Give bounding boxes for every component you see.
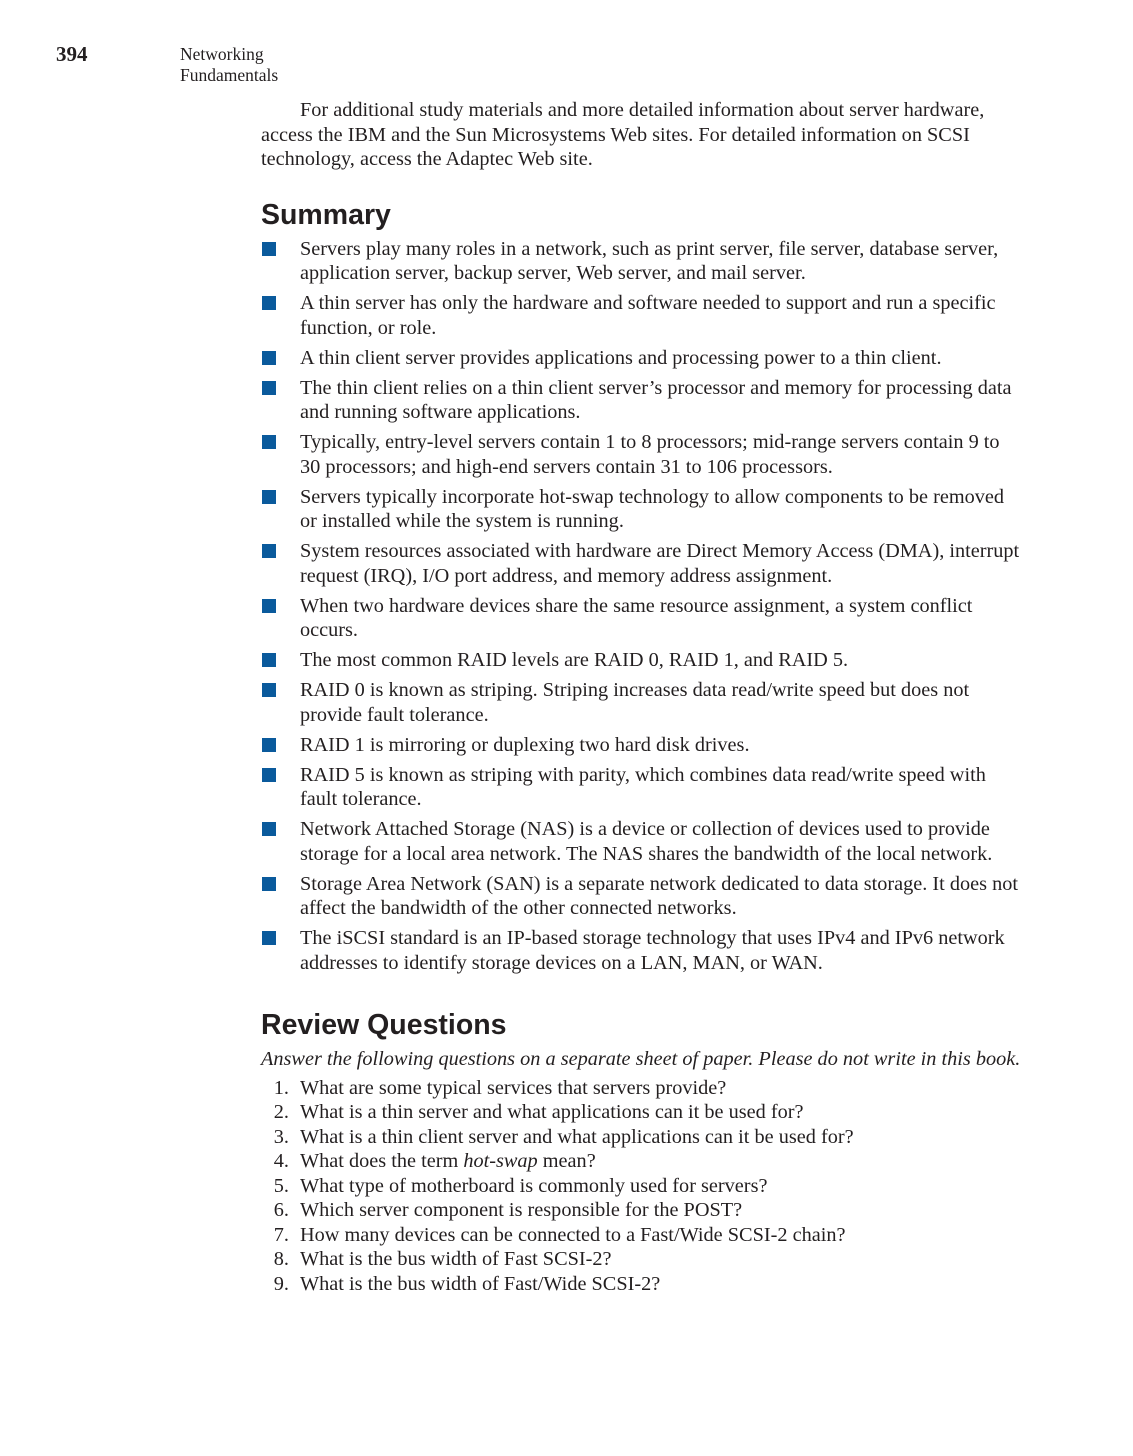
summary-list (261, 237, 1021, 976)
summary-item-text: Network Attached Storage (NAS) is a device or collection of devices used to provide storage for a local area network. The NAS shares the bandwidth of the local network. (300, 818, 993, 865)
summary-item-text: Servers play many roles in a network, such as print server, file server, database server, application server, backup server, Web server, and mail server. (300, 237, 999, 284)
summary-item (261, 539, 1021, 588)
summary-heading: Summary (261, 198, 391, 231)
question-number: 5. (273, 1174, 289, 1197)
summary-item-text: Storage Area Network (SAN) is a separate network dedicated to data storage. It does not affect the bandwidth of the other connected networks. (300, 872, 1019, 919)
page-body (261, 98, 1021, 1296)
square-bullet-icon (262, 490, 276, 504)
square-bullet-icon (262, 931, 276, 945)
summary-item-text: The thin client relies on a thin client server’s processor and memory for processing data and running software applications. (300, 376, 1012, 423)
summary-item-text: The most common RAID levels are RAID 0, RAID 1, and RAID 5. (300, 649, 849, 671)
question-number: 6. (273, 1199, 289, 1221)
summary-item-text: The iSCSI standard is an IP-based storage technology that uses IPv4 and IPv6 network addresses to identify storage devices on a LAN, MAN, or WAN. (300, 927, 1005, 974)
question-text: What type of motherboard is commonly used for servers? (300, 1174, 768, 1197)
summary-item-text: System resources associated with hardware are Direct Memory Access (DMA), interrupt request (IRQ), I/O port address, and memory address assignment. (300, 540, 1020, 587)
square-bullet-icon (262, 877, 276, 891)
question-number: 3. (273, 1125, 289, 1148)
summary-item-text: RAID 1 is mirroring or duplexing two hard disk drives. (300, 733, 750, 756)
summary-item-text: RAID 5 is known as striping with parity, which combines data read/write speed with fault tolerance. (300, 763, 986, 810)
summary-item (261, 291, 1021, 340)
summary-item-text: A thin server has only the hardware and software needed to support and run a specific function, or role. (300, 292, 996, 339)
summary-item (261, 872, 1021, 921)
running-title: Networking Fundamentals (180, 44, 279, 85)
square-bullet-icon (262, 296, 276, 310)
summary-item (261, 594, 1021, 643)
page-header (56, 42, 279, 85)
question-number: 2. (273, 1101, 289, 1123)
summary-item (261, 237, 1021, 286)
square-bullet-icon (262, 683, 276, 697)
summary-item (261, 926, 1021, 975)
summary-item (261, 648, 1021, 673)
review-question (261, 1076, 1021, 1101)
summary-item (261, 733, 1021, 758)
review-question (261, 1247, 1021, 1272)
question-text: Which server component is responsible for the POST? (300, 1199, 743, 1221)
question-text: What is a thin server and what applications can it be used for? (300, 1101, 804, 1123)
page-number: 394 (56, 42, 88, 66)
review-question-list (261, 1076, 1021, 1297)
square-bullet-icon (262, 738, 276, 752)
square-bullet-icon (262, 381, 276, 395)
summary-item-text: Servers typically incorporate hot-swap technology to allow components to be removed or installed while the system is running. (300, 485, 1005, 532)
square-bullet-icon (262, 768, 276, 782)
question-number: 8. (273, 1248, 289, 1270)
question-number: 9. (273, 1272, 289, 1295)
question-text-end: mean? (537, 1150, 596, 1172)
summary-item-text: When two hardware devices share the same resource assignment, a system conflict occurs. (300, 594, 973, 641)
summary-item (261, 430, 1021, 479)
square-bullet-icon (262, 242, 276, 256)
question-text: What is the bus width of Fast/Wide SCSI-2? (300, 1272, 661, 1295)
review-heading: Review Questions (261, 1009, 507, 1041)
summary-item (261, 817, 1021, 866)
review-question (261, 1198, 1021, 1223)
question-number: 4. (273, 1150, 289, 1172)
review-question (261, 1174, 1021, 1199)
question-italic-term: hot-swap (463, 1150, 538, 1172)
summary-item (261, 346, 1021, 371)
review-question (261, 1149, 1021, 1174)
summary-item-text: A thin client server provides applications and processing power to a thin client. (300, 346, 942, 369)
question-number: 7. (273, 1223, 289, 1246)
summary-item (261, 678, 1021, 727)
question-text: What does the term (300, 1150, 464, 1172)
intro-paragraph: For additional study materials and more detailed information about server hardware, access the IBM and the Sun Microsystems Web sites. For detailed information on SCSI technology, access the Adaptec Web site. (261, 99, 985, 170)
square-bullet-icon (262, 435, 276, 449)
question-text: What are some typical services that servers provide? (300, 1076, 727, 1099)
square-bullet-icon (262, 653, 276, 667)
review-question (261, 1223, 1021, 1248)
review-question (261, 1272, 1021, 1297)
question-text: What is a thin client server and what applications can it be used for? (300, 1125, 854, 1148)
summary-item (261, 763, 1021, 812)
square-bullet-icon (262, 351, 276, 365)
question-text: How many devices can be connected to a Fast/Wide SCSI-2 chain? (300, 1223, 846, 1246)
review-question (261, 1100, 1021, 1125)
summary-item (261, 485, 1021, 534)
review-instructions: Answer the following questions on a separate sheet of paper. Please do not write in this book. (261, 1048, 1021, 1070)
square-bullet-icon (262, 822, 276, 836)
summary-item-text: RAID 0 is known as striping. Striping increases data read/write speed but does not provide fault tolerance. (300, 679, 970, 726)
square-bullet-icon (262, 544, 276, 558)
square-bullet-icon (262, 599, 276, 613)
summary-item-text: Typically, entry-level servers contain 1 to 8 processors; mid-range servers contain 9 to 30 processors; and high-end servers contain 31 to 106 processors. (300, 431, 1000, 478)
summary-item (261, 376, 1021, 425)
review-question (261, 1125, 1021, 1150)
question-number: 1. (273, 1076, 289, 1099)
question-text: What is the bus width of Fast SCSI-2? (300, 1248, 612, 1270)
